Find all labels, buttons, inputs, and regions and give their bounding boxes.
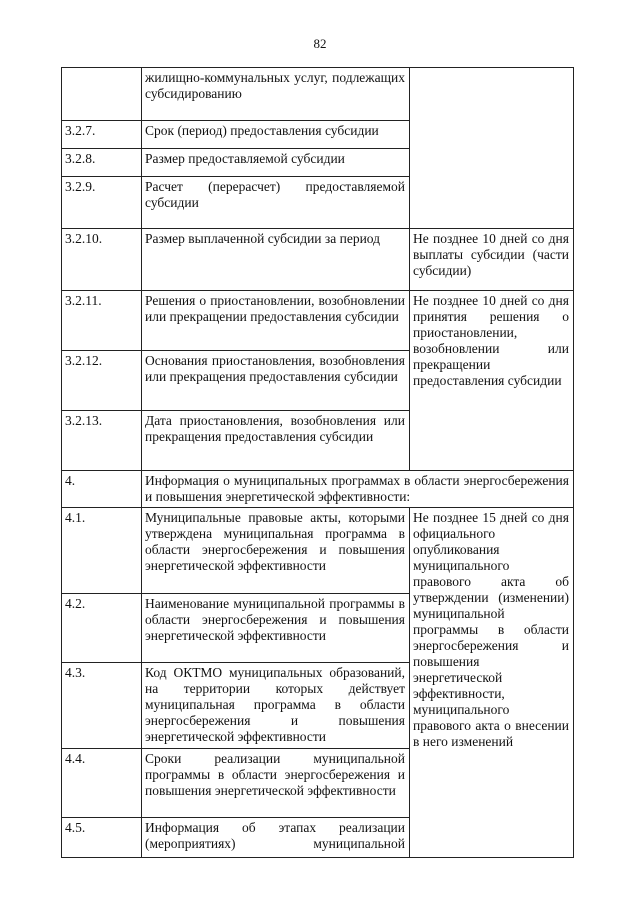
row-description: Наименование муниципальной программы в области энергосбережения и повышения энергетической эффективности	[142, 594, 410, 663]
row-number: 3.2.8.	[62, 149, 142, 177]
row-description: Сроки реализации муниципальной программы в области энергосбережения и повышения энергетической эффективности	[142, 749, 410, 818]
row-description: Код ОКТМО муниципальных образований, на территории которых действует муниципальная программа в области энергосбережения и повышения энергетической эффективности	[142, 663, 410, 749]
row-description: Размер предоставляемой субсидии	[142, 149, 410, 177]
table-row	[62, 508, 574, 594]
document-table	[61, 67, 574, 858]
row-number: 3.2.7.	[62, 121, 142, 149]
term-cell-empty	[410, 68, 574, 229]
row-description: Расчет (перерасчет) предоставляемой субсидии	[142, 177, 410, 229]
row-number: 4.2.	[62, 594, 142, 663]
row-number: 3.2.11.	[62, 291, 142, 351]
row-number: 4.3.	[62, 663, 142, 749]
table-row	[62, 68, 574, 121]
row-number: 3.2.9.	[62, 177, 142, 229]
term-cell: Не позднее 10 дней со дня выплаты субсидии (части субсидии)	[410, 229, 574, 291]
row-number: 3.2.10.	[62, 229, 142, 291]
row-number: 4.1.	[62, 508, 142, 594]
row-number: 4.	[62, 471, 142, 508]
table-row	[62, 471, 574, 508]
row-number: 3.2.12.	[62, 351, 142, 411]
row-description: Срок (период) предоставления субсидии	[142, 121, 410, 149]
row-number: 3.2.13.	[62, 411, 142, 471]
row-description: Основания приостановления, возобновления или прекращения предоставления субсидии	[142, 351, 410, 411]
row-description: Дата приостановления, возобновления или прекращения предоставления субсидии	[142, 411, 410, 471]
row-number	[62, 68, 142, 121]
section-heading: Информация о муниципальных программах в области энергосбережения и повышения энергетической эффективности:	[142, 471, 574, 508]
row-description: жилищно-коммунальных услуг, подлежащих субсидированию	[142, 68, 410, 121]
table-row	[62, 229, 574, 291]
row-description: Муниципальные правовые акты, которыми утверждена муниципальная программа в области энергосбережения и повышения энергетической эффективности	[142, 508, 410, 594]
table-row	[62, 291, 574, 351]
row-description: Размер выплаченной субсидии за период	[142, 229, 410, 291]
row-number: 4.5.	[62, 818, 142, 858]
term-cell: Не позднее 10 дней со дня принятия решения о приостановлении, возобновлении или прекращении предоставления субсидии	[410, 291, 574, 471]
row-description: Информация об этапах реализации (мероприятиях) муниципальной	[142, 818, 410, 858]
page-number: 82	[313, 36, 327, 51]
row-number: 4.4.	[62, 749, 142, 818]
row-description: Решения о приостановлении, возобновлении или прекращении предоставления субсидии	[142, 291, 410, 351]
term-cell: Не позднее 15 дней со дня официального опубликования муниципального правового акта об утверждении (изменении) муниципальной программы в области энергосбережения и повышения энергетической эффективности, муниципального правового акта о внесении в него изменений	[410, 508, 574, 858]
